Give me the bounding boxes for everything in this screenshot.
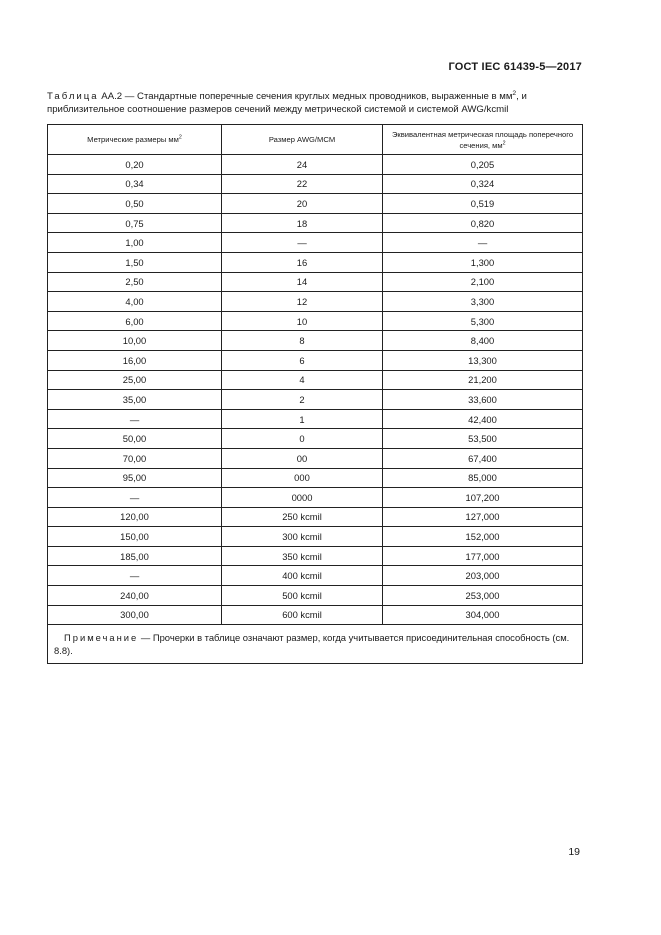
table-row bbox=[48, 605, 583, 625]
cell-metric: 35,00 bbox=[48, 390, 222, 410]
table-row bbox=[48, 448, 583, 468]
cell-awg: 600 kcmil bbox=[222, 605, 383, 625]
table-note-row bbox=[48, 625, 583, 664]
table-row bbox=[48, 488, 583, 508]
cell-equiv: 53,500 bbox=[383, 429, 583, 449]
cell-equiv: 85,000 bbox=[383, 468, 583, 488]
cell-metric: 70,00 bbox=[48, 448, 222, 468]
cell-metric: 1,50 bbox=[48, 252, 222, 272]
cell-metric: — bbox=[48, 488, 222, 508]
cell-metric: 300,00 bbox=[48, 605, 222, 625]
caption-text-end: , и приблизительное соотношение размеров сечений между метрической системой и системой AWG/kcmil bbox=[47, 91, 527, 115]
table-row bbox=[48, 390, 583, 410]
cell-metric: 6,00 bbox=[48, 311, 222, 331]
cell-awg: 0000 bbox=[222, 488, 383, 508]
cell-equiv: 21,200 bbox=[383, 370, 583, 390]
cell-awg: 14 bbox=[222, 272, 383, 292]
cell-metric: — bbox=[48, 409, 222, 429]
table-row bbox=[48, 586, 583, 606]
cell-awg: 2 bbox=[222, 390, 383, 410]
cell-awg: 16 bbox=[222, 252, 383, 272]
cell-awg: 400 kcmil bbox=[222, 566, 383, 586]
document-header: ГОСТ IEC 61439-5—2017 bbox=[448, 61, 582, 73]
cell-equiv: 127,000 bbox=[383, 507, 583, 527]
cell-equiv: 203,000 bbox=[383, 566, 583, 586]
cell-awg: 6 bbox=[222, 350, 383, 370]
cell-equiv: 253,000 bbox=[383, 586, 583, 606]
cell-equiv: 13,300 bbox=[383, 350, 583, 370]
cell-equiv: 42,400 bbox=[383, 409, 583, 429]
cell-equiv: 1,300 bbox=[383, 252, 583, 272]
table-row bbox=[48, 331, 583, 351]
cell-equiv: 2,100 bbox=[383, 272, 583, 292]
table-note bbox=[48, 625, 583, 664]
table-row bbox=[48, 252, 583, 272]
cell-equiv: 0,205 bbox=[383, 155, 583, 175]
table-row bbox=[48, 292, 583, 312]
cell-metric: 185,00 bbox=[48, 546, 222, 566]
conductor-sizes-table bbox=[47, 124, 583, 664]
cell-metric: 1,00 bbox=[48, 233, 222, 253]
table-row bbox=[48, 409, 583, 429]
table-caption bbox=[47, 90, 582, 116]
table-row bbox=[48, 468, 583, 488]
cell-awg: 00 bbox=[222, 448, 383, 468]
cell-awg: 24 bbox=[222, 155, 383, 175]
table-row bbox=[48, 155, 583, 175]
table-row bbox=[48, 566, 583, 586]
cell-metric: 25,00 bbox=[48, 370, 222, 390]
table-row bbox=[48, 311, 583, 331]
caption-label: Таблица bbox=[47, 91, 99, 102]
cell-metric: 0,34 bbox=[48, 174, 222, 194]
table-row bbox=[48, 194, 583, 214]
cell-awg: 0 bbox=[222, 429, 383, 449]
caption-sup: 2 bbox=[512, 89, 517, 97]
cell-equiv: 177,000 bbox=[383, 546, 583, 566]
cell-awg: 250 kcmil bbox=[222, 507, 383, 527]
caption-text: — Стандартные поперечные сечения круглых медных проводников, выраженные в мм bbox=[124, 91, 513, 102]
cell-metric: 0,75 bbox=[48, 213, 222, 233]
cell-metric: 2,50 bbox=[48, 272, 222, 292]
table-row bbox=[48, 507, 583, 527]
cell-awg: 8 bbox=[222, 331, 383, 351]
cell-equiv: 107,200 bbox=[383, 488, 583, 508]
table-header-row bbox=[48, 125, 583, 155]
cell-equiv: 0,324 bbox=[383, 174, 583, 194]
table-row bbox=[48, 370, 583, 390]
cell-metric: 0,50 bbox=[48, 194, 222, 214]
table-row bbox=[48, 429, 583, 449]
table-row bbox=[48, 350, 583, 370]
cell-awg: 12 bbox=[222, 292, 383, 312]
table-row bbox=[48, 213, 583, 233]
cell-awg: 350 kcmil bbox=[222, 546, 383, 566]
cell-metric: — bbox=[48, 566, 222, 586]
cell-equiv: 67,400 bbox=[383, 448, 583, 468]
cell-metric: 150,00 bbox=[48, 527, 222, 547]
cell-metric: 0,20 bbox=[48, 155, 222, 175]
cell-equiv: 0,519 bbox=[383, 194, 583, 214]
cell-awg: 4 bbox=[222, 370, 383, 390]
cell-awg: 000 bbox=[222, 468, 383, 488]
cell-equiv: 8,400 bbox=[383, 331, 583, 351]
cell-awg: 500 kcmil bbox=[222, 586, 383, 606]
cell-metric: 240,00 bbox=[48, 586, 222, 606]
cell-equiv: 33,600 bbox=[383, 390, 583, 410]
cell-metric: 50,00 bbox=[48, 429, 222, 449]
caption-number: АА.2 bbox=[101, 91, 123, 102]
table-row bbox=[48, 546, 583, 566]
cell-equiv: 0,820 bbox=[383, 213, 583, 233]
table-row bbox=[48, 272, 583, 292]
cell-equiv: 3,300 bbox=[383, 292, 583, 312]
header-metric: Метрические размеры $мм^2$ bbox=[48, 125, 222, 155]
cell-metric: 120,00 bbox=[48, 507, 222, 527]
cell-metric: 95,00 bbox=[48, 468, 222, 488]
cell-metric: 4,00 bbox=[48, 292, 222, 312]
page-number: 19 bbox=[568, 846, 580, 858]
table-row bbox=[48, 233, 583, 253]
cell-awg: — bbox=[222, 233, 383, 253]
note-label: Примечание bbox=[64, 632, 139, 644]
header-awg: Размер AWG/MCM bbox=[222, 125, 383, 155]
cell-equiv: 152,000 bbox=[383, 527, 583, 547]
cell-awg: 20 bbox=[222, 194, 383, 214]
table-row bbox=[48, 174, 583, 194]
cell-metric: 10,00 bbox=[48, 331, 222, 351]
header-equiv: Эквивалентная метрическая площадь поперечного сечения, $мм^2$ bbox=[383, 125, 583, 155]
table-row bbox=[48, 527, 583, 547]
cell-equiv: 5,300 bbox=[383, 311, 583, 331]
cell-awg: 1 bbox=[222, 409, 383, 429]
cell-equiv: 304,000 bbox=[383, 605, 583, 625]
table-body bbox=[48, 155, 583, 625]
note-text: — Прочерки в таблице означают размер, когда учитывается присоединительная способность (см. 8.8). bbox=[54, 632, 570, 657]
cell-awg: 300 kcmil bbox=[222, 527, 383, 547]
cell-awg: 10 bbox=[222, 311, 383, 331]
cell-awg: 22 bbox=[222, 174, 383, 194]
cell-metric: 16,00 bbox=[48, 350, 222, 370]
cell-equiv: — bbox=[383, 233, 583, 253]
cell-awg: 18 bbox=[222, 213, 383, 233]
